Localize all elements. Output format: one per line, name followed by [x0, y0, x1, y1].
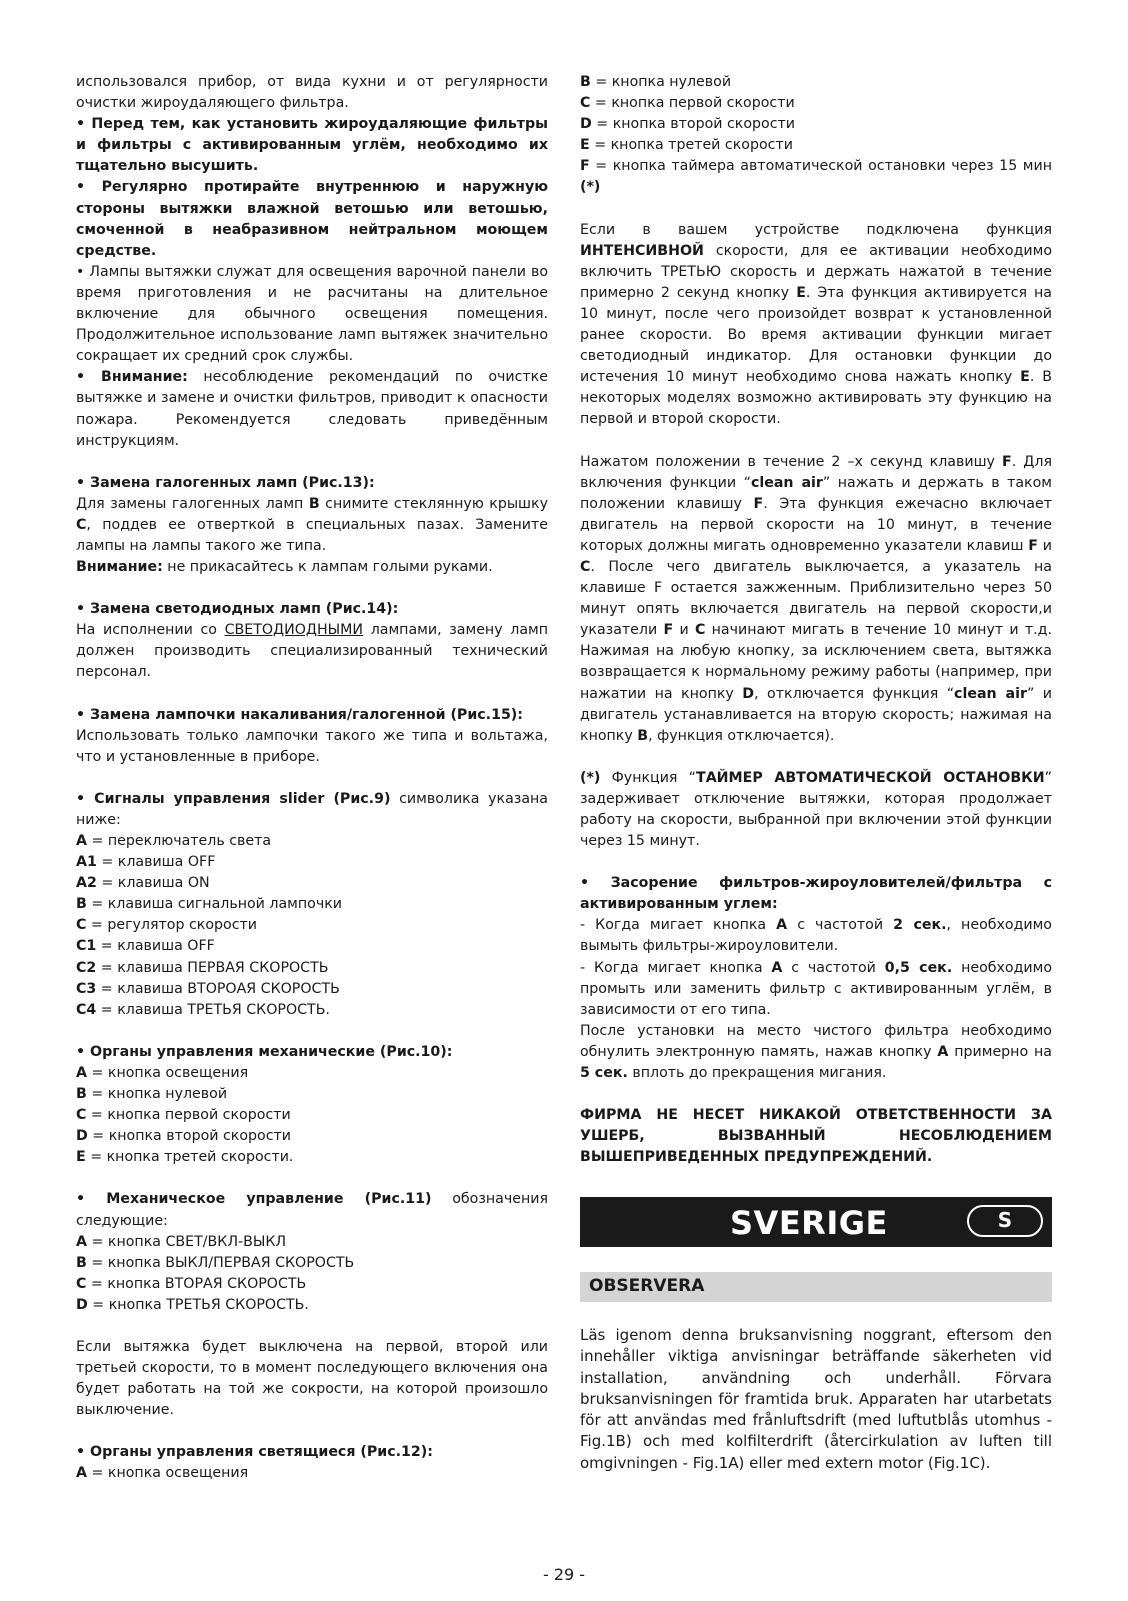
value: = кнопка первой скорости	[590, 95, 795, 112]
list-item	[76, 1105, 548, 1126]
label: Внимание:	[76, 559, 163, 576]
list-item	[76, 852, 548, 873]
value: = клавиша ВТОРОАЯ СКОРОСТЬ	[96, 980, 340, 997]
paragraph	[76, 494, 548, 557]
key: A	[76, 1233, 87, 1250]
section-heading: • Механическое управление (Рис.11)	[76, 1191, 432, 1208]
key: B	[308, 495, 320, 512]
list-item	[76, 1126, 548, 1147]
paragraph	[76, 1189, 548, 1231]
section-heading: • Замена галогенных ламп (Рис.13):	[76, 474, 375, 491]
banner-title: SVERIGE	[730, 1204, 888, 1242]
value: = кнопка второй скорости	[87, 1128, 292, 1145]
value: = кнопка нулевой	[590, 74, 732, 90]
paragraph: (*) Функция “ТАЙМЕР АВТОМАТИЧЕСКОЙ ОСТАНОВКИ” задерживает отключение вытяжки, которая продолжает работу на скорости, выбранной при включении этой функции через 15 минут.	[580, 769, 1052, 850]
paragraph-bold: • Перед тем, как установить жироудаляющие фильтры и фильтры с активированным углём, необходимо их тщательно высушить.	[76, 116, 548, 175]
text: не прикасайтесь к лампам голыми руками.	[162, 559, 493, 576]
list-item	[76, 1253, 548, 1274]
observera-heading-bar	[580, 1272, 1052, 1302]
key: A	[76, 1064, 87, 1081]
value: = клавиша OFF	[96, 938, 215, 955]
list-item	[76, 979, 548, 1000]
list-item	[76, 1063, 548, 1084]
key: C1	[76, 938, 97, 955]
section-heading: • Замена светодиодных ламп (Рис.14):	[76, 601, 399, 618]
key: C	[76, 516, 87, 533]
list-item	[76, 1232, 548, 1253]
list-item	[76, 894, 548, 915]
paragraph: Нажатом положении в течение 2 –х секунд клавишу F. Для включения функции “clean air” нажать и держать в таком положении клавишу F. Эта функция ежечасно включает двигатель на первой скорости на 10 минут, в течение которых должны мигать одновременно указатели клавиш F и C. После чего двигатель выключается, а указатель на клавише F остается зажженным. Приблизительно через 50 минут опять включается двигатель на первой скорости,и указатели F и C начинают мигать в течение 10 минут и т.д. Нажимая на любую кнопку, за исключением света, вытяжка возвращается к нормальному режиму работы (например, при нажатии на кнопку D, отключается функция “clean air” и двигатель устанавливается на вторую скорость; нажимая на кнопку B, функция отключается).	[580, 453, 1053, 744]
paragraph: После установки на место чистого фильтра необходимо обнулить электронную память, нажав кнопку A примерно на 5 сек. вплоть до прекращения мигания.	[580, 1022, 1052, 1082]
text: На исполнении со	[76, 622, 225, 639]
value: = кнопка СВЕТ/ВКЛ-ВЫКЛ	[86, 1233, 287, 1250]
text: лампами, замену ламп должен производить специализированный технический персонал.	[76, 622, 548, 681]
value: = кнопка ТРЕТЬЯ СКОРОСТЬ.	[87, 1296, 309, 1313]
text: Для замены галогенных ламп	[76, 495, 309, 512]
key: B	[76, 1086, 87, 1103]
value: = клавиша ПЕРВАЯ СКОРОСТЬ	[96, 959, 329, 976]
value: = кнопка освещения	[86, 1064, 249, 1081]
key: C2	[76, 959, 97, 976]
value: = клавиша ТРЕТЬЯ СКОРОСТЬ.	[96, 1001, 330, 1018]
left-column	[76, 72, 548, 1485]
list-item	[76, 958, 548, 979]
paragraph	[76, 620, 548, 683]
observera-title: OBSERVERA	[589, 1276, 705, 1296]
key: B	[76, 1254, 87, 1271]
page-number: - 29 -	[542, 1565, 586, 1584]
list-item	[580, 135, 1052, 156]
value: = кнопка третей скорости.	[85, 1149, 294, 1166]
value: = переключатель света	[86, 833, 272, 849]
key: F	[580, 158, 590, 175]
value: = клавиша OFF	[96, 854, 216, 871]
section-heading: • Засорение фильтров-жироуловителей/фильтра с активированным углем:	[580, 875, 1052, 913]
paragraph	[76, 789, 548, 831]
value: = клавиша ON	[96, 875, 210, 892]
key: A	[76, 833, 87, 849]
text: снимите стеклянную крышку	[319, 495, 548, 512]
right-column	[580, 72, 1052, 1168]
paragraph	[76, 557, 548, 578]
key: E	[580, 137, 590, 154]
mech2-list	[76, 1232, 548, 1316]
key: A	[76, 1465, 87, 1482]
key: D	[76, 1296, 88, 1313]
text: несоблюдение рекомендаций по очистке вытяжке и замене и очистки фильтров, приводит к опасности пожара. Рекомендуется следовать приведённым инструкциям.	[76, 369, 548, 449]
list-item	[580, 114, 1052, 135]
key: D	[580, 116, 592, 133]
value: = кнопка первой скорости	[86, 1107, 291, 1124]
list-item	[76, 873, 548, 894]
list-item	[76, 1084, 548, 1105]
list-item	[76, 831, 548, 852]
key: C	[580, 95, 591, 112]
paragraph: Если в вашем устройстве подключена функция ИНТЕНСИВНОЙ скорости, для ее активации необходимо включить ТРЕТЬЮ скорость и держать нажатой в течение примерно 2 секунд кнопку E. Эта функция активируется на 10 минут, после чего произойдет возврат к установленной ранее скорости. Во время активации функции мигает светодиодный индикатор. Для остановки функции до истечения 10 минут необходимо снова нажать кнопку E. В некоторых моделях возможно активировать эту функцию на первой и второй скорости.	[580, 221, 1052, 428]
key: E	[76, 1149, 86, 1166]
section-heading: • Сигналы управления slider (Рис.9)	[76, 790, 391, 807]
value: = кнопка ВТОРАЯ СКОРОСТЬ	[86, 1275, 307, 1292]
key: D	[76, 1128, 88, 1145]
section-heading: • Замена лампочки накаливания/галогенной (Рис.15):	[76, 706, 523, 723]
value: = кнопка ВЫКЛ/ПЕРВАЯ СКОРОСТЬ	[86, 1254, 355, 1271]
key: C	[76, 1107, 87, 1124]
paragraph-bold: • Регулярно протирайте внутреннюю и наружную стороны вытяжки влажной ветошью или ветошью, смоченной в неабразивном нейтральном моющем средстве.	[76, 179, 548, 259]
country-badge: S	[967, 1205, 1043, 1237]
paragraph: использовался прибор, от вида кухни и от регулярности очистки жироудаляющего фильтра.	[76, 74, 548, 112]
key: B	[76, 896, 87, 913]
key: C	[76, 917, 87, 934]
list-item	[580, 93, 1052, 114]
list-item	[76, 1274, 548, 1295]
list-item	[76, 915, 548, 936]
mech-list	[76, 1063, 548, 1168]
value: = кнопка освещения	[86, 1465, 249, 1482]
list-item	[76, 1295, 548, 1316]
language-banner	[580, 1197, 1052, 1247]
value: = кнопка второй скорости	[591, 116, 796, 133]
text: символика указана ниже:	[76, 790, 548, 828]
list-item	[76, 1463, 548, 1484]
text: обозначения следующие:	[76, 1191, 548, 1229]
paragraph: - Когда мигает кнопка A с частотой 2 сек., необходимо вымыть фильтры-жироуловители.	[580, 917, 1052, 955]
list-item	[580, 72, 1052, 93]
value: = кнопка таймера автоматической остановки через 15 мин	[589, 158, 1052, 175]
paragraph: • Лампы вытяжки служат для освещения варочной панели во время приготовления и не расчитаны на длительное включение для обычного освещения помещения. Продолжительное использование ламп вытяжек значительно сокращает их средний срок службы.	[76, 263, 548, 365]
swedish-paragraph: Läs igenom denna bruksanvisning noggrant, eftersom den innehåller viktiga anvisningar beträffande säkerheten vid installation, användning och underhåll. Förvara bruksanvisningen för framtida bruk. Apparaten har utarbetats för att användas med frånluftsdrift (med luftutblås utomhus - Fig.1B) och med kolfilterdrift (återcirkulation av luften till omgivningen - Fig.1A) eller med extern motor (Fig.1C).	[580, 1326, 1052, 1472]
disclaimer: ФИРМА НЕ НЕСЕТ НИКАКОЙ ОТВЕТСТВЕННОСТИ ЗА УШЕРБ, ВЫЗВАННЫЙ НЕСОБЛЮДЕНИЕМ ВЫШЕПРИВЕДЕННЫХ ПРЕДУПРЕЖДЕНИЙ.	[580, 1107, 1052, 1166]
value: = клавиша сигнальной лампочки	[86, 896, 342, 913]
key: A2	[76, 875, 97, 892]
key: C	[76, 1275, 87, 1292]
paragraph: - Когда мигает кнопка A с частотой 0,5 сек. необходимо промыть или заменить фильтр с активированным углём, в зависимости от его типа.	[580, 959, 1052, 1018]
list-item	[76, 936, 548, 957]
key: C3	[76, 980, 97, 997]
underlined-text: СВЕТОДИОДНЫМИ	[224, 622, 364, 639]
paragraph	[76, 367, 548, 451]
value: = регулятор скорости	[86, 917, 257, 934]
label: • Внимание:	[76, 369, 188, 386]
paragraph: Если вытяжка будет выключена на первой, второй или третьей скорости, то в момент последующего включения она будет работать на той же сокрости, на которой произошло выключение.	[76, 1338, 548, 1419]
list-item	[76, 1147, 548, 1168]
list-item	[580, 156, 1052, 198]
slider-list	[76, 831, 548, 1021]
section-heading: • Органы управления механические (Рис.10):	[76, 1043, 453, 1060]
key: A1	[76, 854, 97, 871]
text: , поддев ее отверткой в специальных пазах. Замените лампы на лампы такого же типа.	[76, 516, 548, 554]
key: B	[580, 74, 591, 90]
value: = кнопка третей скорости	[589, 137, 793, 154]
section-heading: • Органы управления светящиеся (Рис.12):	[76, 1444, 433, 1461]
list-item	[76, 1000, 548, 1021]
value: = кнопка нулевой	[86, 1086, 228, 1103]
paragraph: Использовать только лампочки такого же типа и вольтажа, что и установленные в приборе.	[76, 727, 548, 765]
footnote-mark: (*)	[580, 179, 601, 196]
key: C4	[76, 1001, 97, 1018]
